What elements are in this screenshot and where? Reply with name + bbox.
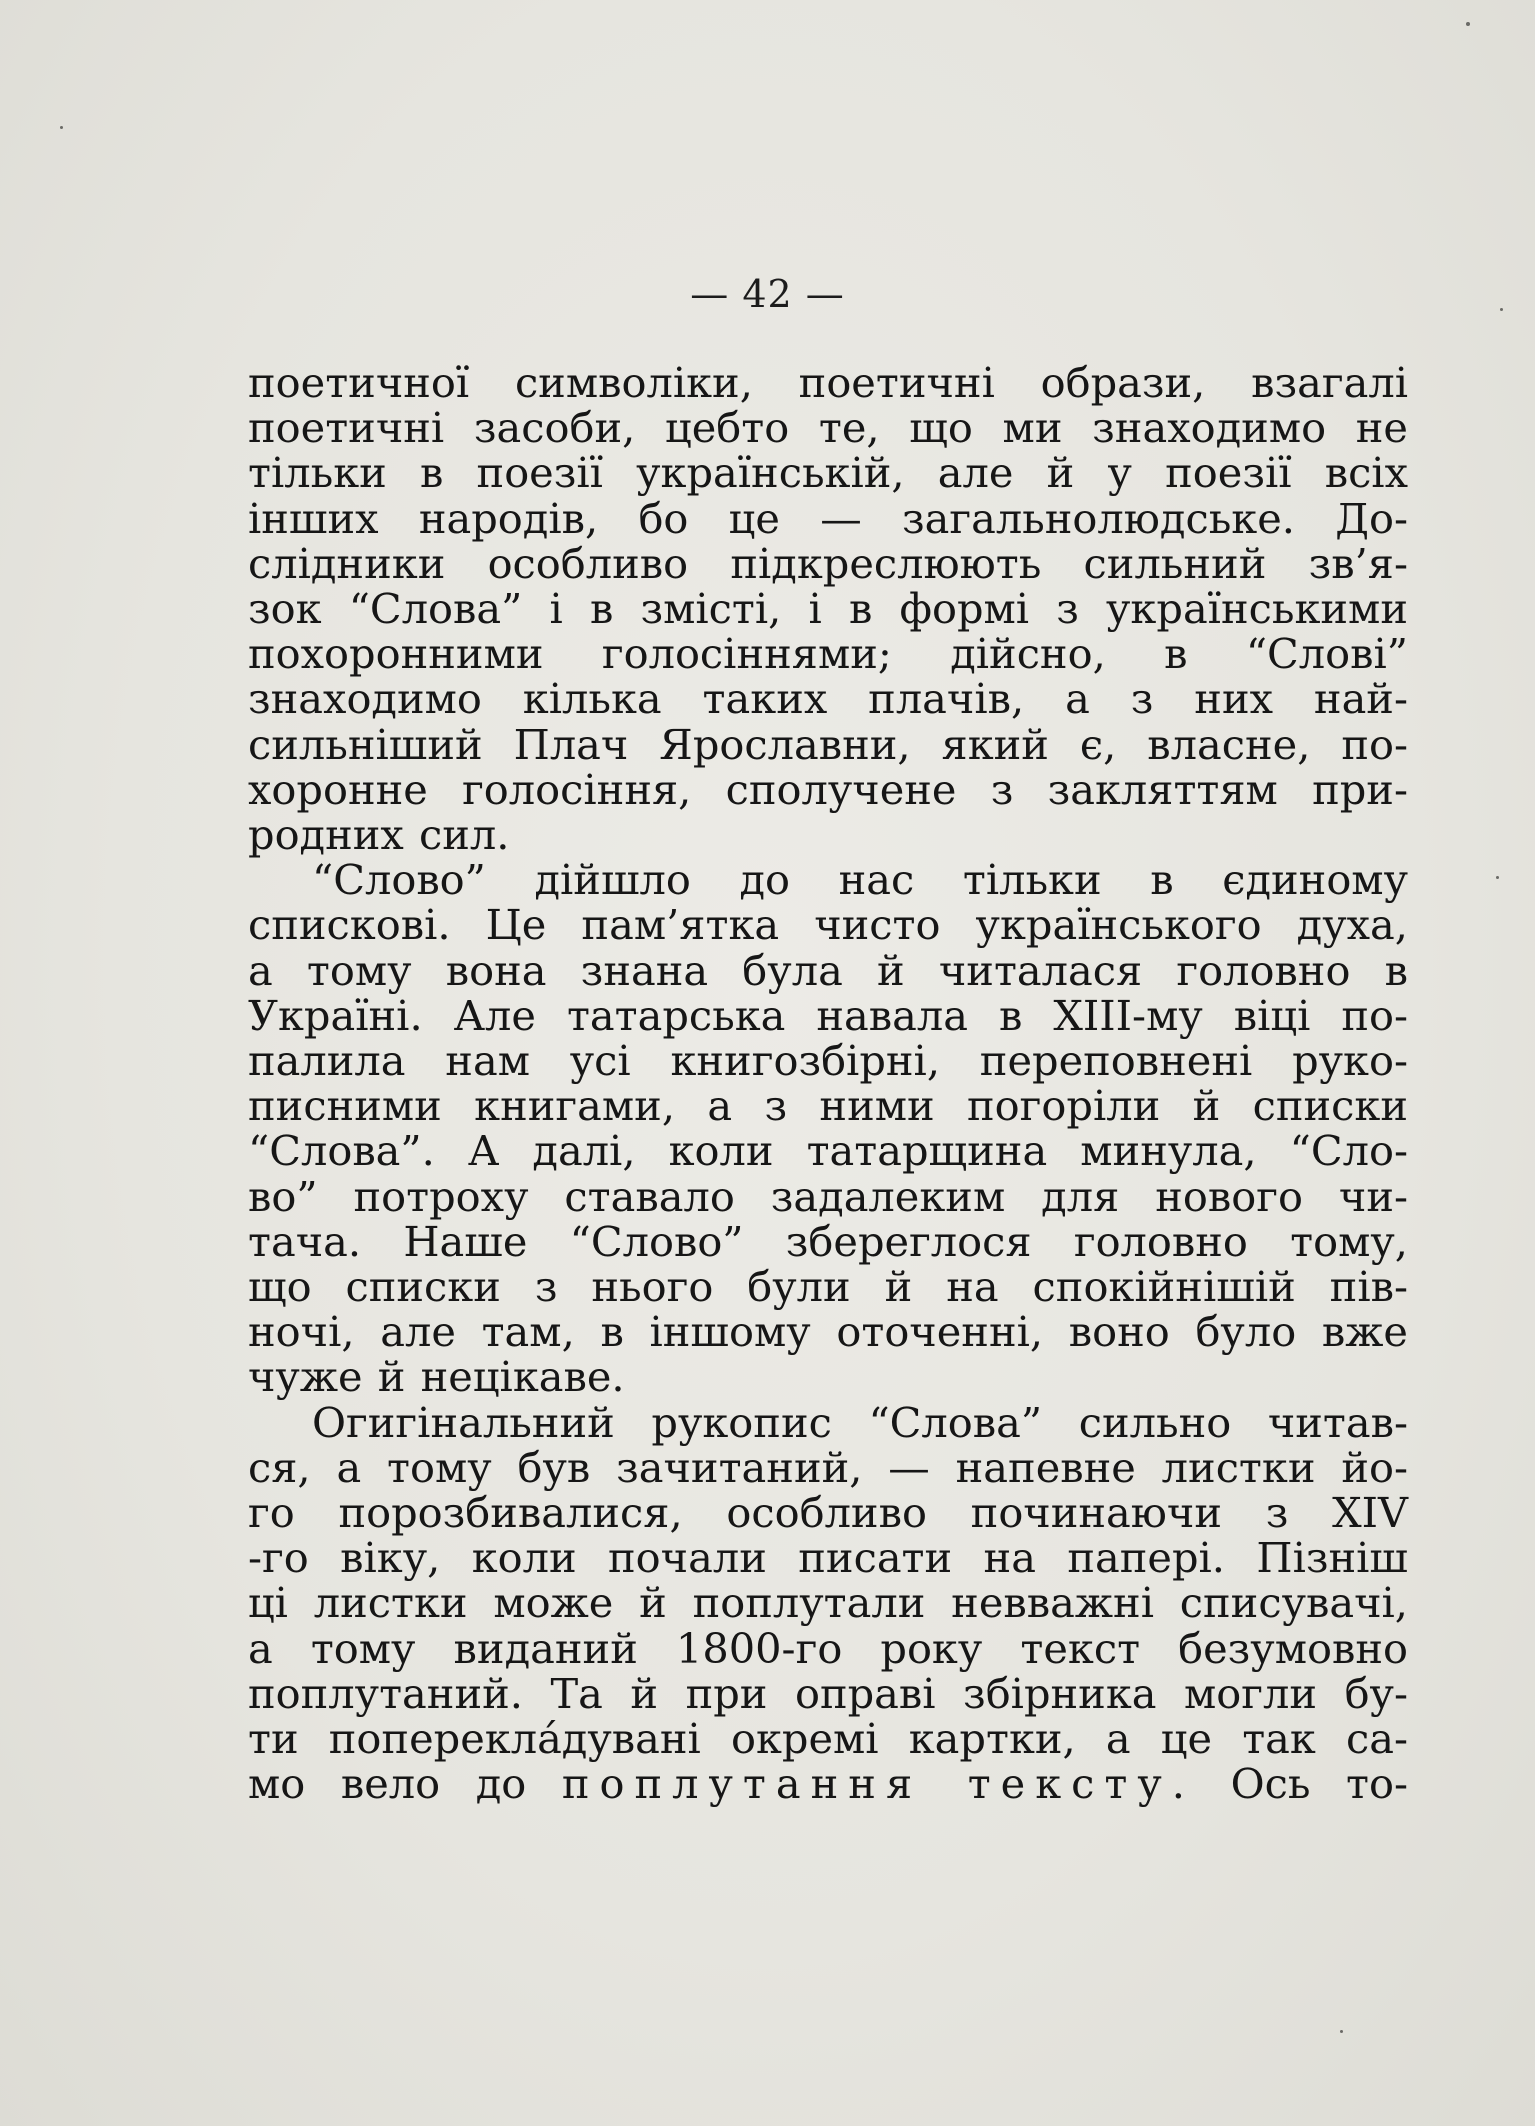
text-line: ночі, але там, в іншому оточенні, воно було вже	[248, 1307, 1408, 1357]
text-line: -го віку, коли почали писати на папері. Пізніш	[248, 1533, 1408, 1583]
text-line: хоронне голосіння, сполучене з закляттям при-	[248, 764, 1408, 814]
text-line: Огигінальний рукопис “Слова” сильно читав-	[312, 1397, 1408, 1447]
text-line: ся, а тому був зачитаний, — напевне листки йо-	[248, 1442, 1408, 1492]
page-number: — 42 —	[690, 272, 845, 316]
text-line: поплутаний. Та й при оправі збірника могли бу-	[248, 1668, 1408, 1718]
paper-speck	[1466, 22, 1470, 26]
text-line: ці листки може й поплутали невважні списувачі,	[248, 1578, 1408, 1628]
text-line: спискові. Це пам’ятка чисто українського духа,	[248, 900, 1408, 950]
final-line-spaced-emphasis: поплутання тексту.	[561, 1759, 1195, 1809]
text-line: знаходимо кілька таких плачів, а з них най-	[248, 674, 1408, 724]
text-line: чуже й нецікаве.	[248, 1352, 625, 1402]
paragraph-3	[248, 1397, 1408, 1809]
text-line: похоронними голосіннями; дійсно, в “Слові”	[248, 629, 1408, 679]
paper-speck	[1340, 2030, 1343, 2033]
final-line-start: мо вело до	[248, 1759, 562, 1809]
paper-speck	[1496, 876, 1499, 879]
text-line: го порозбивалися, особливо починаючи з XIV	[248, 1488, 1408, 1538]
text-line: інших народів, бо це — загальнолюдське. До-	[248, 493, 1408, 543]
text-line: зок “Слова” і в змісті, і в формі з українськими	[248, 584, 1408, 634]
text-line: Україні. Але татарська навала в XIII-му віці по-	[248, 990, 1408, 1040]
paragraph-1	[248, 358, 1408, 860]
paper-speck	[60, 126, 63, 129]
text-line: тача. Наше “Слово” збереглося головно тому,	[248, 1216, 1408, 1266]
text-line: поетичної символіки, поетичні образи, взагалі	[248, 358, 1408, 407]
text-line: родних сил.	[248, 810, 510, 860]
text-line: писними книгами, а з ними погоріли й списки	[248, 1081, 1408, 1131]
text-line: ти попереклáдувані окремі картки, а це так са-	[248, 1714, 1408, 1764]
final-line-end: Ось то-	[1230, 1759, 1408, 1809]
text-line: “Слова”. А далі, коли татарщина минула, “Сло-	[248, 1126, 1408, 1176]
text-line: що списки з нього були й на спокійнішій пів-	[248, 1262, 1408, 1312]
text-line: а тому виданий 1800-го року текст безумовно	[248, 1623, 1408, 1673]
text-line: во” потроху ставало задалеким для нового чи-	[248, 1171, 1408, 1221]
text-line: сильніший Плач Ярославни, який є, власне, по-	[248, 719, 1408, 769]
text-line: слідники особливо підкреслюють сильний зв’я-	[248, 538, 1408, 588]
text-line: “Слово” дійшло до нас тільки в єдиному	[312, 855, 1408, 905]
paragraph-2	[248, 855, 1408, 1402]
body-text	[248, 360, 1408, 1807]
text-line-final	[248, 1759, 1408, 1809]
text-line: тільки в поезії українській, але й у поезії всіх	[248, 448, 1408, 498]
text-line: а тому вона знана була й читалася головно в	[248, 945, 1408, 995]
text-line: палила нам усі книгозбірні, переповнені руко-	[248, 1036, 1408, 1086]
text-line: поетичні засоби, цебто те, що ми знаходимо не	[248, 403, 1408, 453]
